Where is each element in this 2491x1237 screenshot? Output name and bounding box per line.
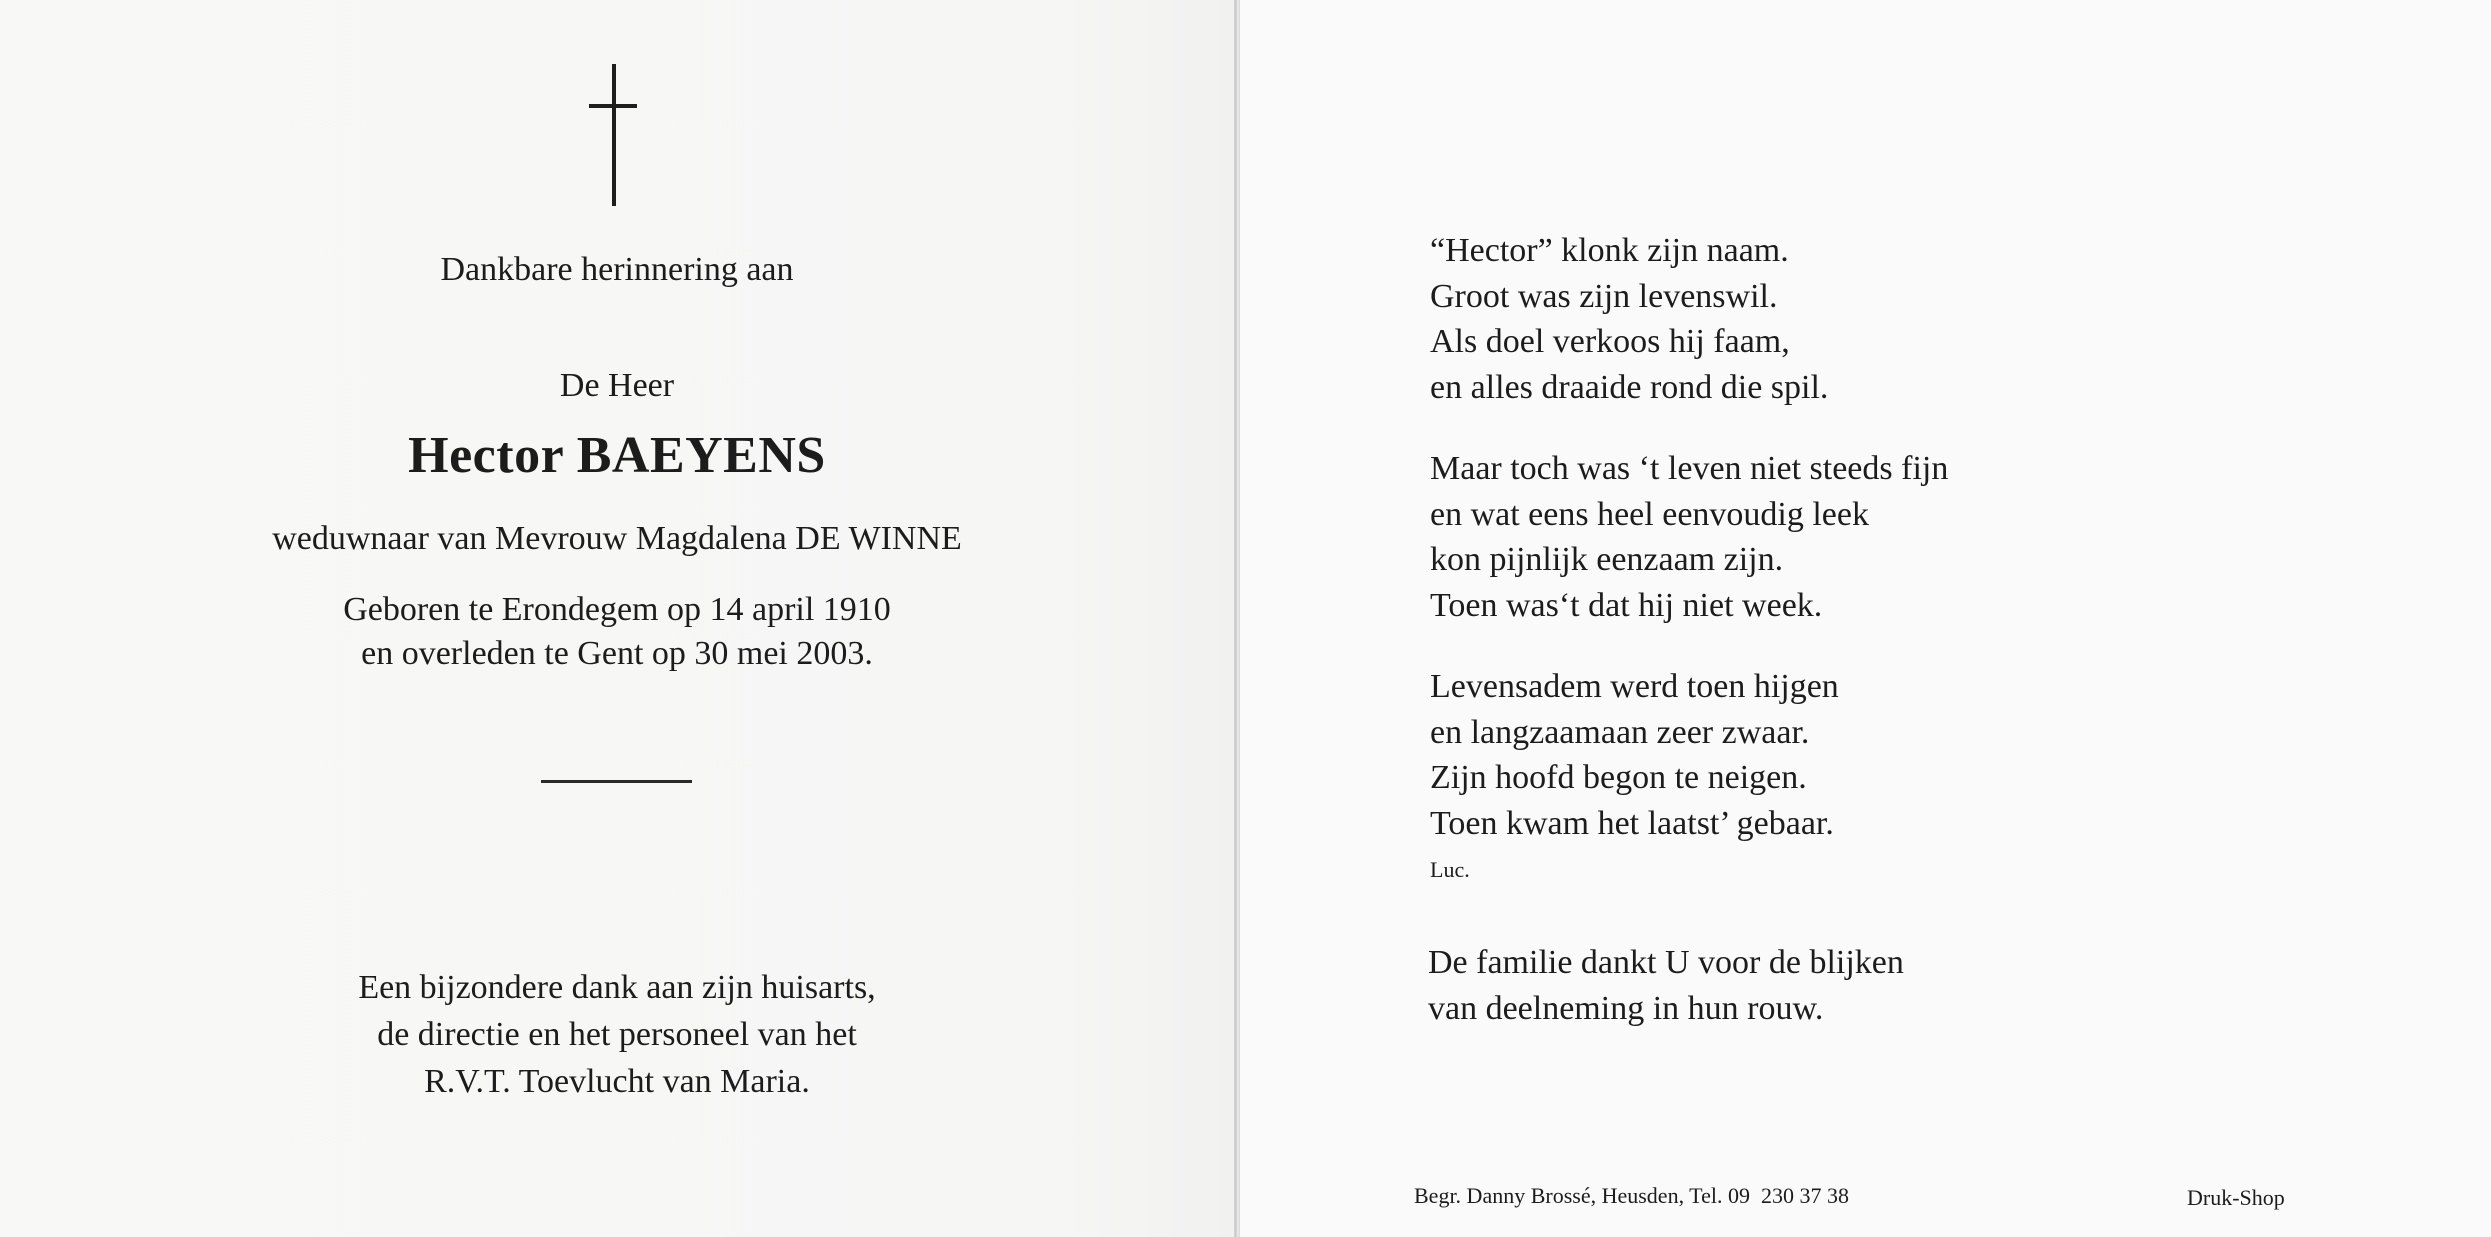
birth-line: Geboren te Erondegem op 14 april 1910 (343, 591, 891, 628)
honorific: De Heer (559, 367, 675, 404)
family-thanks (1428, 940, 1904, 1031)
poem-line: “Hector” klonk zijn naam. (1430, 232, 1789, 269)
divider-rule (541, 780, 692, 783)
poem-line: Toen kwam het laatst’ gebaar. (1430, 804, 1834, 842)
poem-line: kon pijnlijk eenzaam zijn. (1430, 541, 1784, 578)
thanks-line: Een bijzondere dank aan zijn huisarts, (358, 969, 876, 1006)
cross-vertical-bar (612, 64, 616, 206)
poem-line: Groot was zijn levenswil. (1430, 277, 1778, 315)
death-line: en overleden te Gent op 30 mei 2003. (361, 635, 873, 672)
family-thanks-line: van deelneming in hun rouw. (1428, 989, 1824, 1027)
widower-line: weduwnaar van Mevrouw Magdalena DE WINNE (272, 520, 962, 557)
family-thanks-line: De familie dankt U voor de blijken (1428, 944, 1904, 981)
poem-line: Maar toch was ‘t leven niet steeds fijn (1430, 450, 1949, 487)
deceased-name: Hector BAEYENS (408, 427, 826, 484)
poem-author: Luc. (1430, 857, 1470, 882)
thanks-line: R.V.T. Toevlucht van Maria. (424, 1063, 810, 1100)
undertaker-credit: Begr. Danny Brossé, Heusden, Tel. 09 230 37 38 (1414, 1183, 1849, 1208)
intro-text: Dankbare herinnering aan (440, 251, 794, 288)
birth-death-block (0, 588, 1234, 676)
poem-line: Levensadem werd toen hijgen (1430, 668, 1839, 705)
thanks-line: de directie en het personeel van het (377, 1016, 857, 1053)
cross-icon (587, 64, 641, 208)
poem-line: Zijn hoofd begon te neigen. (1430, 759, 1807, 796)
poem-stanza (1430, 446, 1948, 628)
special-thanks (0, 964, 1234, 1105)
left-panel (0, 0, 1234, 1237)
poem-stanza (1430, 664, 1839, 846)
cross-horizontal-bar (589, 104, 637, 108)
poem-line: Toen was‘t dat hij niet week. (1430, 586, 1823, 624)
poem-stanza (1430, 228, 1828, 410)
poem-line: Als doel verkoos hij faam, (1430, 323, 1790, 360)
poem-line: en wat eens heel eenvoudig leek (1430, 495, 1869, 533)
poem-line: en langzaamaan zeer zwaar. (1430, 713, 1810, 751)
printer-credit: Druk-Shop (2187, 1185, 2285, 1210)
poem-line: en alles draaide rond die spil. (1430, 368, 1829, 406)
